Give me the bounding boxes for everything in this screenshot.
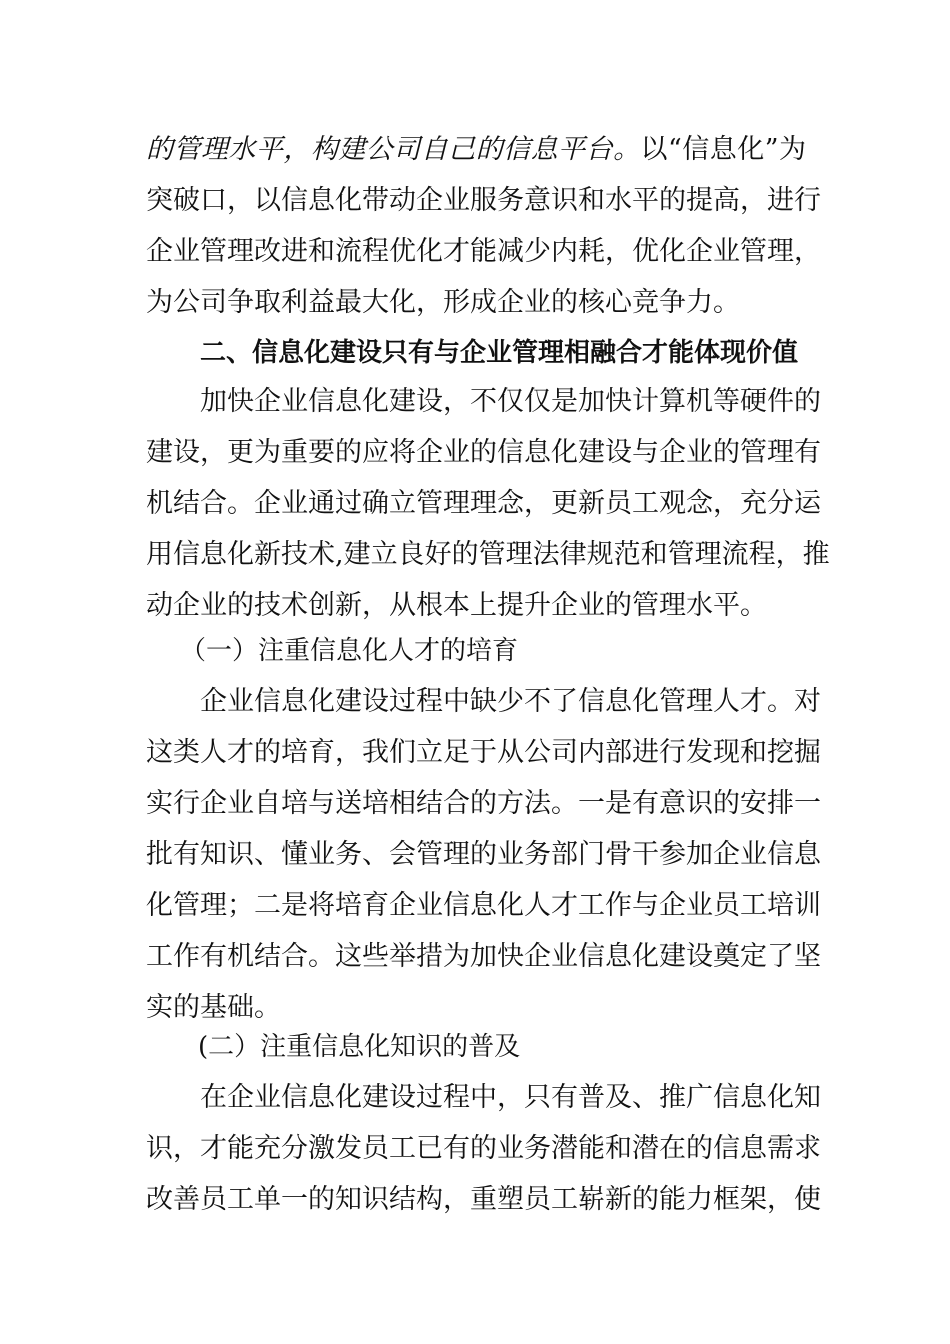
paragraph-2-line-3: 机结合。企业通过确立管理理念，更新员工观念，充分运 — [146, 488, 821, 519]
paragraph-2-line-2: 建设，更为重要的应将企业的信息化建设与企业的管理有 — [146, 437, 821, 468]
paragraph-4-line-2: 识，才能充分激发员工已有的业务潜能和潜在的信息需求 — [146, 1133, 821, 1164]
subsection-heading-2: (二）注重信息化知识的普及 — [198, 1032, 521, 1062]
paragraph-3-line-7: 实的基础。 — [146, 992, 281, 1023]
paragraph-3-line-3: 实行企业自培与送培相结合的方法。一是有意识的安排一 — [146, 788, 821, 819]
paragraph-2-line-4: 用信息化新技术,建立良好的管理法律规范和管理流程，推 — [146, 539, 830, 570]
paragraph-1-line-3: 企业管理改进和流程优化才能减少内耗，优化企业管理， — [146, 236, 821, 267]
paragraph-4-line-1: 在企业信息化建设过程中，只有普及、推广信息化知 — [200, 1082, 821, 1113]
paragraph-4-line-3: 改善员工单一的知识结构，重塑员工崭新的能力框架，使 — [146, 1184, 821, 1215]
paragraph-3-line-4: 批有知识、懂业务、会管理的业务部门骨干参加企业信息 — [146, 839, 821, 870]
paragraph-1-line-2: 突破口，以信息化带动企业服务意识和水平的提高，进行 — [146, 185, 821, 216]
paragraph-2-line-5: 动企业的技术创新，从根本上提升企业的管理水平。 — [146, 590, 767, 621]
paragraph-1-line-1-rest: 以“信息化”为 — [640, 134, 807, 165]
paragraph-3-line-1: 企业信息化建设过程中缺少不了信息化管理人才。对 — [200, 686, 821, 717]
subsection-heading-1: （一）注重信息化人才的培育 — [180, 636, 519, 666]
section-heading-2: 二、信息化建设只有与企业管理相融合才能体现价值 — [200, 338, 799, 368]
italic-phrase: 的管理水平，构建公司自己的信息平台。 — [146, 134, 641, 165]
paragraph-3-line-2: 这类人才的培育，我们立足于从公司内部进行发现和挖掘 — [146, 737, 821, 768]
paragraph-2-line-1: 加快企业信息化建设，不仅仅是加快计算机等硬件的 — [200, 386, 821, 417]
paragraph-1-line-1 — [146, 133, 806, 167]
paragraph-3-line-5: 化管理；二是将培育企业信息化人才工作与企业员工培训 — [146, 890, 821, 921]
paragraph-3-line-6: 工作有机结合。这些举措为加快企业信息化建设奠定了坚 — [146, 941, 821, 972]
paragraph-1-line-4: 为公司争取利益最大化，形成企业的核心竞争力。 — [146, 287, 740, 318]
